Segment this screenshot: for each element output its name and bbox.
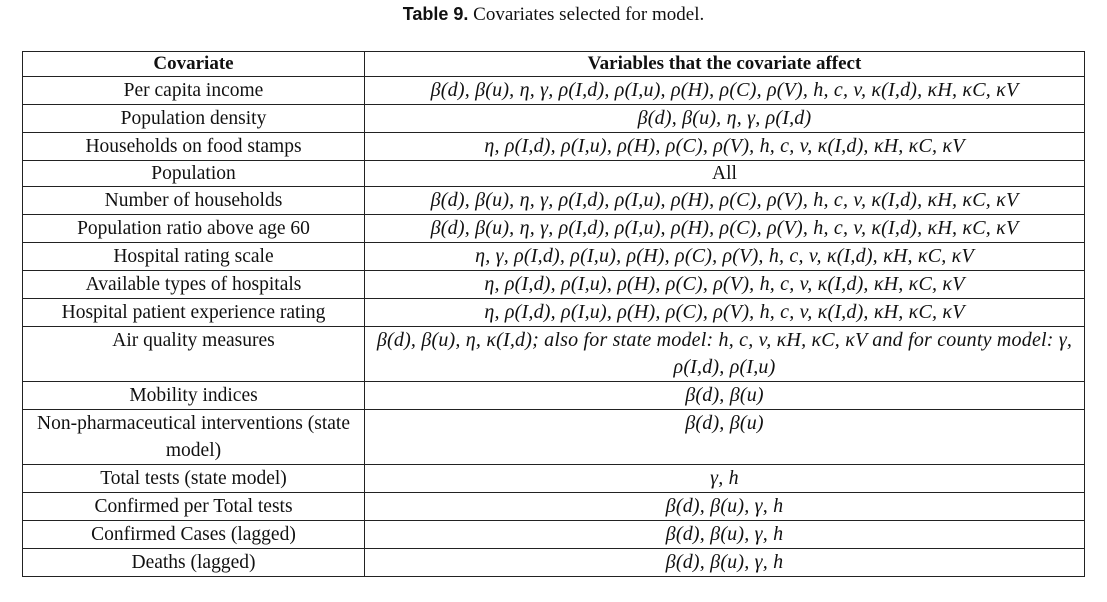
variables-cell: β(d), β(u), γ, h: [365, 493, 1085, 521]
variables-cell: η, ρ(I,d), ρ(I,u), ρ(H), ρ(C), ρ(V), h, c, v, κ(I,d), κH, κC, κV: [365, 133, 1085, 161]
covariate-cell: Non-pharmaceutical interventions (state model): [23, 410, 365, 465]
table-row: [23, 465, 1085, 493]
variables-cell: β(d), β(u), η, γ, ρ(I,d): [365, 105, 1085, 133]
covariate-cell: Available types of hospitals: [23, 271, 365, 299]
header-row: [23, 52, 1085, 77]
table-row: [23, 327, 1085, 382]
covariate-cell: Population: [23, 161, 365, 187]
table-row: [23, 299, 1085, 327]
covariates-table: [22, 51, 1085, 577]
table-row: [23, 215, 1085, 243]
covariate-cell: Air quality measures: [23, 327, 365, 382]
table-row: [23, 77, 1085, 105]
variables-cell: β(d), β(u), γ, h: [365, 521, 1085, 549]
variables-cell: β(d), β(u): [365, 410, 1085, 465]
variables-cell: η, ρ(I,d), ρ(I,u), ρ(H), ρ(C), ρ(V), h, c, v, κ(I,d), κH, κC, κV: [365, 271, 1085, 299]
covariate-cell: Confirmed per Total tests: [23, 493, 365, 521]
table-row: [23, 243, 1085, 271]
covariate-cell: Population ratio above age 60: [23, 215, 365, 243]
variables-cell: All: [365, 161, 1085, 187]
covariate-cell: Per capita income: [23, 77, 365, 105]
table-row: [23, 521, 1085, 549]
covariate-cell: Population density: [23, 105, 365, 133]
variables-cell: γ, h: [365, 465, 1085, 493]
variables-cell: β(d), β(u), γ, h: [365, 549, 1085, 577]
table-row: [23, 105, 1085, 133]
table-row: [23, 493, 1085, 521]
covariate-cell: Mobility indices: [23, 382, 365, 410]
covariate-cell: Confirmed Cases (lagged): [23, 521, 365, 549]
table-body: [23, 77, 1085, 577]
header-covariate: Covariate: [23, 52, 365, 77]
table-row: [23, 161, 1085, 187]
table-row: [23, 187, 1085, 215]
covariate-cell: Households on food stamps: [23, 133, 365, 161]
table-row: [23, 271, 1085, 299]
covariate-cell: Number of households: [23, 187, 365, 215]
variables-cell: β(d), β(u), η, γ, ρ(I,d), ρ(I,u), ρ(H), ρ(C), ρ(V), h, c, v, κ(I,d), κH, κC, κV: [365, 77, 1085, 105]
variables-cell: η, γ, ρ(I,d), ρ(I,u), ρ(H), ρ(C), ρ(V), h, c, v, κ(I,d), κH, κC, κV: [365, 243, 1085, 271]
table-row: [23, 382, 1085, 410]
table-row: [23, 410, 1085, 465]
table-row: [23, 549, 1085, 577]
table-caption: [0, 4, 1107, 26]
variables-cell: η, ρ(I,d), ρ(I,u), ρ(H), ρ(C), ρ(V), h, c, v, κ(I,d), κH, κC, κV: [365, 299, 1085, 327]
caption-label: Table 9.: [402, 4, 469, 24]
covariate-cell: Total tests (state model): [23, 465, 365, 493]
caption-text: Covariates selected for model.: [473, 4, 705, 25]
variables-cell: β(d), β(u), η, γ, ρ(I,d), ρ(I,u), ρ(H), ρ(C), ρ(V), h, c, v, κ(I,d), κH, κC, κV: [365, 187, 1085, 215]
covariate-cell: Hospital rating scale: [23, 243, 365, 271]
covariate-cell: Deaths (lagged): [23, 549, 365, 577]
table-row: [23, 133, 1085, 161]
variables-cell: β(d), β(u), η, γ, ρ(I,d), ρ(I,u), ρ(H), ρ(C), ρ(V), h, c, v, κ(I,d), κH, κC, κV: [365, 215, 1085, 243]
variables-cell: β(d), β(u): [365, 382, 1085, 410]
variables-cell: β(d), β(u), η, κ(I,d); also for state model: h, c, v, κH, κC, κV and for county model: γ, ρ(I,d), ρ(I,u): [365, 327, 1085, 382]
header-variables: Variables that the covariate affect: [365, 52, 1085, 77]
covariate-cell: Hospital patient experience rating: [23, 299, 365, 327]
